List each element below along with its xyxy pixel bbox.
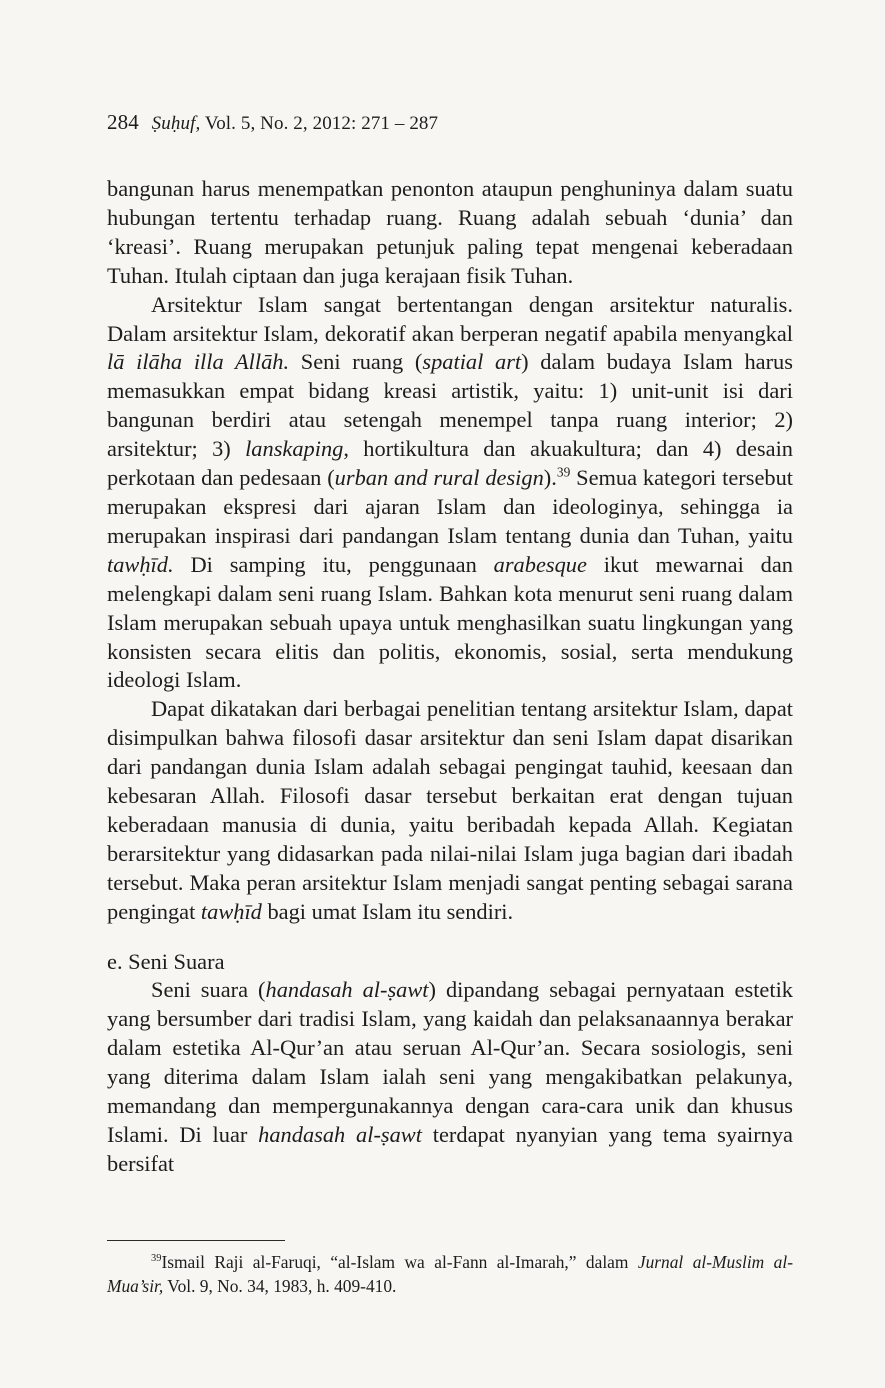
footnote-divider <box>107 1240 285 1241</box>
footnote-number: 39 <box>151 1253 162 1265</box>
journal-name: Ṣuḥuf, <box>151 113 201 134</box>
paragraph-4: Seni suara (handasah al-ṣawt) dipandang sebagai pernyataan estetik yang bersumber dari tradisi Islam, yang kaidah dan pelaksanaannya berakar dalam estetika Al-Qur’an atau seruan Al-Qur’an. Secara sosiologis, seni yang diterima dalam Islam ialah seni yang mengakibatkan pelakunya, memandang dan mempergunakannya dengan cara-cara unik dan khusus Islami. Di luar handasah al-ṣawt terdapat nyanyian yang tema syairnya bersifat <box>107 977 793 1176</box>
journal-citation: Vol. 5, No. 2, 2012: 271 – 287 <box>204 113 439 134</box>
page-number: 284 <box>107 110 139 134</box>
section-heading: e. Seni Suara <box>107 948 225 974</box>
running-header <box>107 110 438 135</box>
footnote-39: $^{39}$Ismail Raji al-Faruqi, “al-Islam wa al-Fann al-Imarah,” dalam Jurnal al-Muslim al-Mua’sir, Vol. 9, No. 34, 1983, h. 409-410. <box>107 1252 793 1296</box>
paragraph-1: bangunan harus menempatkan penonton ataupun penghuninya dalam suatu hubungan tertentu terhadap ruang. Ruang adalah sebuah ‘dunia’ dan ‘kreasi’. Ruang merupakan petunjuk paling tepat mengenai keberadaan Tuhan. Itulah ciptaan dan juga kerajaan fisik Tuhan. <box>107 176 793 288</box>
body-text <box>107 175 793 1179</box>
footnote-reference: 39 <box>556 464 571 480</box>
paragraph-3: Dapat dikatakan dari berbagai penelitian tentang arsitektur Islam, dapat disimpulkan bahwa filosofi dasar arsitektur dan seni Islam dapat disarikan dari pandangan dunia Islam adalah sebagai pengingat tauhid, keesaan dan kebesaran Allah. Filosofi dasar tersebut berkaitan erat dengan tujuan keberadaan manusia di dunia, yaitu beribadah kepada Allah. Kegiatan berarsitektur yang didasarkan pada nilai-nilai Islam juga bagian dari ibadah tersebut. Maka peran arsitektur Islam menjadi sangat penting sebagai sarana pengingat tawḥīd bagi umat Islam itu sendiri. <box>107 696 793 924</box>
paragraph-2: Arsitektur Islam sangat bertentangan dengan arsitektur naturalis. Dalam arsitektur Islam, dekoratif akan berperan negatif apabila menyangkal lā ilāha illa Allāh. Seni ruang (spatial art) dalam budaya Islam harus memasukkan empat bidang kreasi artistik, yaitu: 1) unit-unit isi dari bangunan berdiri atau setengah menempel tanpa ruang interior; 2) arsitektur; 3) lanskaping, hortikultura dan akuakultura; dan 4) desain perkotaan dan pedesaan (urban and rural design).$^{39}$ Semua kategori tersebut merupakan ekspresi dari ajaran Islam dan ideologinya, sehingga ia merupakan inspirasi dari pandangan Islam tentang dunia dan Tuhan, yaitu tawḥīd. Di samping itu, penggunaan arabesque ikut mewarnai dan melengkapi dalam seni ruang Islam. Bahkan kota menurut seni ruang dalam Islam merupakan sebuah upaya untuk menghasilkan suatu lingkungan yang konsisten secara elitis dan politis, ekonomis, sosial, serta mendukung ideologi Islam. <box>107 291 793 693</box>
